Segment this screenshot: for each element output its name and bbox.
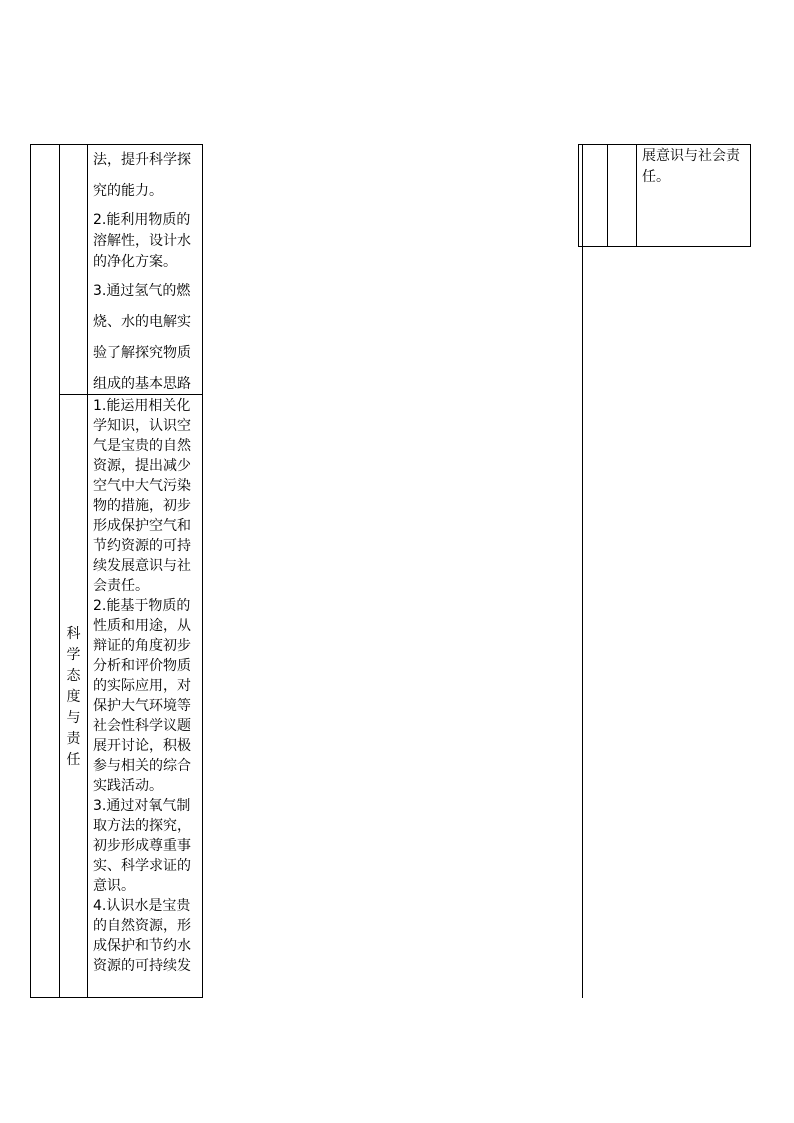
category-label: [60, 624, 87, 771]
row2-content: [93, 396, 201, 976]
left-table-left-border: [30, 144, 31, 998]
right-table-top-border: [578, 144, 751, 145]
category-char: 学: [66, 647, 81, 663]
row1-paragraph-2: 2.能利用物质的溶解性，设计水的净化方案。: [93, 212, 191, 270]
right-table-content: [642, 146, 748, 188]
row2-paragraph-4: 4.认识水是宝贵的自然资源，形成保护和节约水资源的可持续发: [93, 898, 191, 974]
left-table-right-border: [202, 144, 203, 998]
row2-paragraph-2: 2.能基于物质的性质和用途，从辩证的角度初步分析和评价物质的实际应用，对保护大气环境等社会性科学议题展开讨论，积极参与相关的综合实践活动。: [93, 598, 191, 794]
left-table-col-divider-1: [59, 144, 60, 998]
row2-paragraph-1: 1.能运用相关化学知识，认识空气是宝贵的自然资源，提出减少空气中大气污染物的措施，初步形成保护空气和节约资源的可持续发展意识与社会责任。: [93, 398, 191, 594]
category-char: 科: [66, 626, 81, 642]
row1-paragraph-3: 3.通过氢气的燃烧、水的电解实验了解探究物质组成的基本思路: [93, 283, 191, 392]
right-table-bottom-border: [578, 246, 751, 247]
right-table-paragraph: 展意识与社会责任。: [642, 148, 740, 185]
category-char: 度: [66, 689, 81, 705]
row2-paragraph-3: 3.通过对氧气制取方法的探究，初步形成尊重事实、科学求证的意识。: [93, 798, 191, 894]
category-char: 责: [66, 731, 81, 747]
right-table-col-divider-2: [636, 144, 637, 247]
left-table-bottom-border: [30, 997, 203, 998]
category-char: 态: [66, 668, 81, 684]
right-table-right-border: [750, 144, 751, 247]
category-char: 任: [66, 752, 81, 768]
right-table-col-divider-1: [607, 144, 608, 247]
right-table-left-border: [578, 144, 579, 247]
page-column-separator: [582, 144, 583, 998]
category-char: 与: [66, 710, 81, 726]
row1-paragraph-1: 法，提升科学探究的能力。: [93, 152, 191, 199]
left-table-col-divider-2: [87, 144, 88, 998]
row1-content: [93, 145, 201, 400]
